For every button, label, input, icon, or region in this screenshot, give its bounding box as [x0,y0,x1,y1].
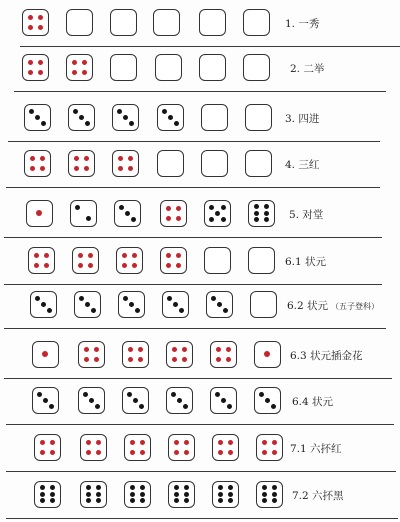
pip [264,217,269,222]
pip [91,308,96,313]
pip [123,115,128,120]
row-label-text: 7.2 六抔黑 [292,490,344,502]
pip [38,25,43,30]
pip [82,70,87,75]
pip [34,263,39,268]
pip [74,156,79,161]
pip [132,253,137,258]
pip [42,351,48,357]
pip [128,357,133,362]
pip [84,357,89,362]
pip [86,216,91,221]
pip [174,450,179,455]
blank-die [243,9,270,36]
pip [166,216,171,221]
row-label [285,254,326,269]
pip [50,492,55,497]
die-face-6 [34,481,61,508]
die-face-3 [254,387,281,414]
pip [221,217,226,222]
pip [128,347,133,352]
pip [94,347,99,352]
pip [127,392,132,397]
pip [118,166,123,171]
pip [129,121,134,126]
pip [264,351,270,357]
pip [174,485,179,490]
pip [38,15,43,20]
die-face-4 [34,434,61,461]
die-face-6 [256,481,283,508]
dice-row [0,97,400,143]
die-face-3 [118,291,145,318]
pip [79,115,84,120]
pip [96,440,101,445]
die-face-4 [72,247,99,274]
pip [86,498,91,503]
pip [135,308,140,313]
pip [162,109,167,114]
pip [215,392,220,397]
pip [72,70,77,75]
blank-die [201,150,228,177]
die-face-4 [166,341,193,368]
pip [174,498,179,503]
row-label [285,157,319,172]
row-label-text: 4. 三红 [285,159,320,171]
pip [271,404,276,409]
pip [96,485,101,490]
pip [272,440,277,445]
die-face-4 [168,434,195,461]
row-label-text: 5. 对堂 [289,209,324,221]
pip [36,210,42,216]
dice-row [0,47,400,93]
pip [40,492,45,497]
die-face-3 [32,387,59,414]
die-face-4 [160,247,187,274]
die-face-4 [116,247,143,274]
die-face-4 [124,434,151,461]
pip [29,109,34,114]
pip [44,263,49,268]
row-label [292,394,333,409]
pip [78,263,83,268]
pip [82,60,87,65]
die-face-4 [66,54,93,81]
pip [218,492,223,497]
blank-die [153,9,180,36]
pip [50,485,55,490]
pip [130,492,135,497]
pip [130,450,135,455]
row-label-text: 6.1 状元 [285,256,327,268]
row-label-text: 6.4 状元 [292,396,334,408]
pip [49,404,54,409]
pip [130,485,135,490]
die-face-3 [114,200,141,227]
pip [72,60,77,65]
die-face-3 [68,104,95,131]
die-face-6 [212,481,239,508]
pip [226,357,231,362]
pip [47,308,52,313]
pip [84,166,89,171]
pip [174,492,179,497]
pip [166,206,171,211]
pip [75,205,80,210]
pip [86,450,91,455]
die-face-1 [254,341,281,368]
row-divider [4,328,386,329]
pip [183,404,188,409]
pip [182,357,187,362]
pip [41,302,46,307]
pip [259,392,264,397]
row-label [290,348,363,363]
pip [217,302,222,307]
pip [228,498,233,503]
pip [262,498,267,503]
pip [265,398,270,403]
dice-row [0,474,400,520]
dice-row [0,2,400,48]
pip [41,121,46,126]
row-divider [8,141,380,142]
pip [28,60,33,65]
pip [140,498,145,503]
pip [218,440,223,445]
die-face-4 [68,150,95,177]
blank-die [66,9,93,36]
pip [262,450,267,455]
row-label [285,111,319,126]
pip [84,347,89,352]
blank-die [155,54,182,81]
pip [50,498,55,503]
pip [254,204,259,209]
dice-row [0,427,400,473]
pip [40,450,45,455]
pip [227,404,232,409]
blank-die [245,104,272,131]
row-label-text: 1. 一秀 [285,18,320,30]
pip [40,498,45,503]
pip [138,357,143,362]
pip [38,70,43,75]
die-face-3 [166,387,193,414]
blank-die [250,291,277,318]
pip [119,205,124,210]
pip [264,211,269,216]
pip [140,450,145,455]
pip [28,25,33,30]
row-label [292,488,344,503]
pip [44,253,49,258]
pip [128,166,133,171]
die-face-6 [80,481,107,508]
pip [272,498,277,503]
pip [118,156,123,161]
pip [184,492,189,497]
pip [223,308,228,313]
pip [179,308,184,313]
die-face-4 [122,341,149,368]
pip [272,450,277,455]
pip [40,485,45,490]
pip [50,440,55,445]
row-divider [6,471,396,472]
dice-row [0,380,400,426]
die-face-6 [168,481,195,508]
die-face-4 [256,434,283,461]
row-label-text: 2. 二举 [290,63,325,75]
pip [172,347,177,352]
pip [79,296,84,301]
pip [272,485,277,490]
pip [73,109,78,114]
die-face-3 [210,387,237,414]
row-label-text: 7.1 六抔红 [290,443,342,455]
pip [262,440,267,445]
die-face-3 [24,104,51,131]
pip [96,498,101,503]
die-face-3 [157,104,184,131]
die-face-4 [22,54,49,81]
row-sublabel: （五子登科） [331,302,380,311]
pip [218,450,223,455]
pip [184,498,189,503]
pip [176,206,181,211]
blank-die [204,247,231,274]
pip [130,498,135,503]
dice-row [0,193,400,239]
die-face-1 [26,200,53,227]
pip [37,392,42,397]
pip [86,440,91,445]
row-divider [6,187,380,188]
pip [28,70,33,75]
pip [177,398,182,403]
blank-die [199,9,226,36]
pip [138,347,143,352]
pip [140,485,145,490]
blank-die [245,150,272,177]
die-face-3 [206,291,233,318]
pip [226,347,231,352]
pip [43,398,48,403]
pip [216,347,221,352]
row-divider [14,91,386,92]
pip [228,440,233,445]
pip [215,211,220,216]
pip [254,217,259,222]
blank-die [199,54,226,81]
row-label-text: 3. 四进 [285,113,320,125]
die-face-4 [24,150,51,177]
die-face-4 [210,341,237,368]
die-face-4 [78,341,105,368]
pip [40,156,45,161]
pip [96,492,101,497]
pip [172,357,177,362]
die-face-4 [22,9,49,36]
pip [167,296,172,301]
blank-die [248,247,275,274]
pip [184,450,189,455]
die-face-2 [70,200,97,227]
pip [272,492,277,497]
row-label [287,298,379,313]
row-label-text: 6.2 状元 [287,300,329,312]
pip [84,156,89,161]
pip [50,450,55,455]
pip [133,398,138,403]
pip [173,302,178,307]
pip [166,253,171,258]
pip [176,263,181,268]
pip [122,253,127,258]
pip [166,263,171,268]
pip [182,347,187,352]
blank-die [110,9,137,36]
pip [176,253,181,258]
dice-row [0,143,400,189]
die-face-4 [212,434,239,461]
pip [264,204,269,209]
pip [211,296,216,301]
pip [176,216,181,221]
pip [130,440,135,445]
pip [140,492,145,497]
pip [40,440,45,445]
pip [125,211,130,216]
die-face-1 [32,341,59,368]
pip [95,404,100,409]
pip [78,253,83,258]
blank-die [201,104,228,131]
pip [228,492,233,497]
die-face-4 [28,247,55,274]
pip [218,485,223,490]
pip [184,440,189,445]
pip [122,263,127,268]
pip [228,450,233,455]
pip [35,296,40,301]
pip [40,166,45,171]
pip [85,302,90,307]
blank-die [110,54,137,81]
pip [216,357,221,362]
pip [131,217,136,222]
pip [221,205,226,210]
pip [262,492,267,497]
pip [34,253,39,258]
pip [96,450,101,455]
pip [88,253,93,258]
blank-die [243,54,270,81]
die-face-3 [112,104,139,131]
pip [30,156,35,161]
dice-row [0,240,400,286]
pip [38,60,43,65]
pip [184,485,189,490]
pip [129,302,134,307]
pip [89,398,94,403]
row-label [285,16,319,31]
die-face-5 [204,200,231,227]
pip [128,156,133,161]
pip [174,440,179,445]
die-face-3 [162,291,189,318]
pip [262,485,267,490]
pip [35,115,40,120]
pip [28,15,33,20]
die-face-6 [248,200,275,227]
pip [86,492,91,497]
dice-row [0,334,400,380]
pip [228,485,233,490]
pip [171,392,176,397]
pip [254,211,259,216]
die-face-4 [80,434,107,461]
die-face-3 [122,387,149,414]
pip [123,296,128,301]
pip [86,485,91,490]
blank-die [157,150,184,177]
pip [209,205,214,210]
pip [140,440,145,445]
die-face-3 [78,387,105,414]
row-label [290,61,324,76]
pip [209,217,214,222]
pip [85,121,90,126]
pip [74,166,79,171]
pip [174,121,179,126]
die-face-3 [74,291,101,318]
pip [94,357,99,362]
die-face-6 [124,481,151,508]
pip [132,263,137,268]
row-divider [4,237,382,238]
row-label [290,441,342,456]
pip [83,392,88,397]
pip [168,115,173,120]
die-face-3 [30,291,57,318]
row-divider [4,378,392,379]
die-face-4 [160,200,187,227]
row-label-text: 6.3 状元插金花 [290,350,363,362]
pip [218,498,223,503]
pip [221,398,226,403]
die-face-4 [112,150,139,177]
pip [30,166,35,171]
row-divider [6,518,398,519]
pip [117,109,122,114]
row-divider [6,424,394,425]
pip [88,263,93,268]
dice-row [0,284,400,330]
row-label [289,207,323,222]
pip [139,404,144,409]
